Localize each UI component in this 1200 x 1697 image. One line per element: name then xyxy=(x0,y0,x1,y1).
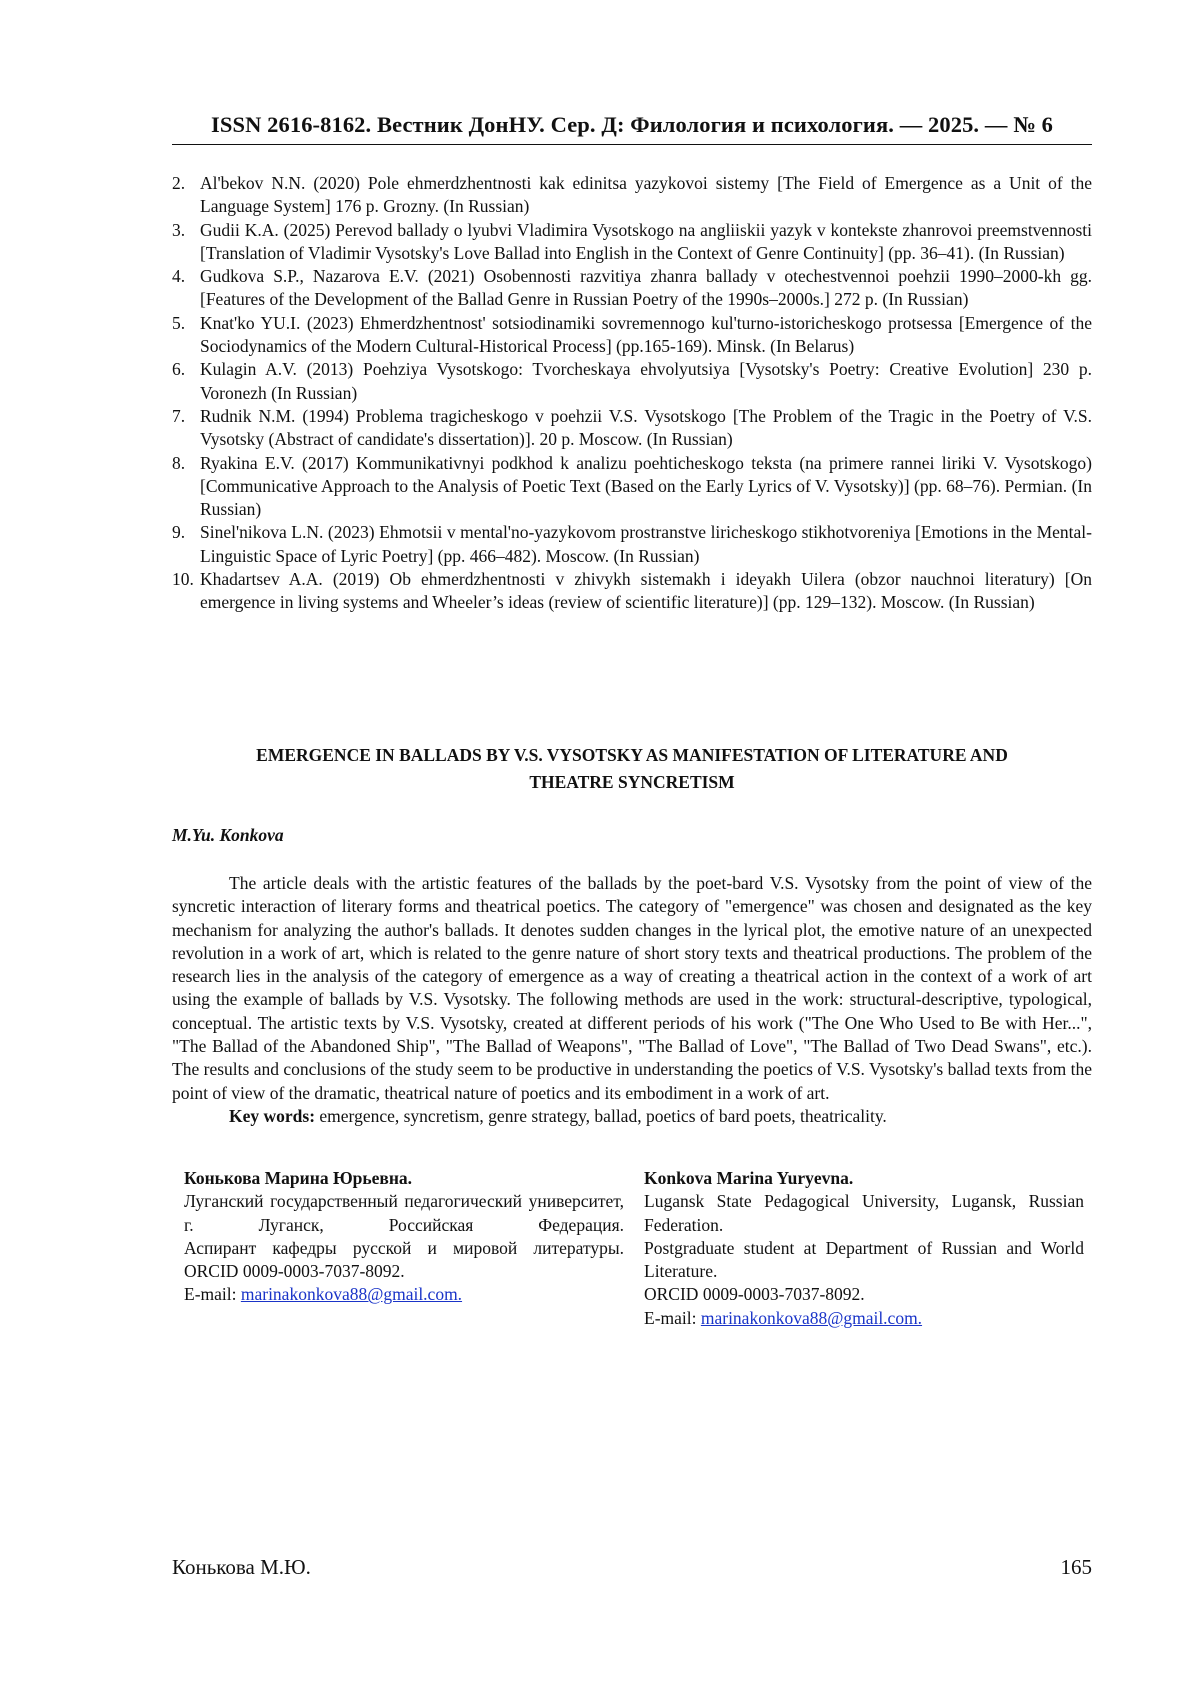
reference-text: Rudnik N.M. (1994) Problema tragicheskogo v poehzii V.S. Vysotskogo [The Problem of the Tragic in the Poetry of V.S. Vysotsky (Abstract of candidate's dissertation)]. 20 p. Moscow. (In Russian) xyxy=(200,405,1092,450)
author-info-russian xyxy=(184,1167,624,1307)
reference-item xyxy=(172,219,1092,266)
email-label: E-mail: xyxy=(184,1284,237,1305)
keywords-text: emergence, syncretism, genre strategy, ballad, poetics of bard poets, theatricality. xyxy=(319,1105,887,1126)
reference-number: 4. xyxy=(172,266,186,287)
reference-text: Khadartsev A.A. (2019) Ob ehmerdzhentnosti v zhivykh sistemakh i ideyakh Uilera (obzor nauchnoi literatury) [On emergence in living systems and Wheeler’s ideas (review of scientific literature)] (pp. 129–132). Moscow. (In Russian) xyxy=(200,569,1092,613)
author-affiliation-en: Lugansk State Pedagogical University, Lugansk, Russian Federation. xyxy=(644,1191,1084,1235)
reference-text: Knat'ko YU.I. (2023) Ehmerdzhentnost' sotsiodinamiki sovremennogo kul'turno-istoricheskogo protsessa [Emergence of the Sociodynamics of the Modern Cultural-Historical Process] (pp.165-169). Minsk. (In Belarus) xyxy=(200,312,1092,357)
page-footer xyxy=(172,1555,1092,1580)
running-header: ISSN 2616-8162. Вестник ДонНУ. Сер. Д: Филология и психология. — 2025. — № 6 xyxy=(210,112,1053,137)
reference-item xyxy=(172,358,1092,405)
reference-text: Sinel'nikova L.N. (2023) Ehmotsii v mental'no-yazykovom prostranstve liricheskogo stikhotvoreniya [Emotions in the Mental-Linguistic Space of Lyric Poetry] (pp. 466–482). Moscow. (In Russian) xyxy=(200,522,1092,566)
article-title xyxy=(172,742,1092,796)
keywords-label: Key words: xyxy=(229,1105,316,1126)
author-orcid-en: ORCID 0009-0003-7037-8092. xyxy=(644,1284,865,1305)
author-affiliation-ru: Луганский государственный педагогический университет, г. Луганск, Российская Федерация. xyxy=(184,1191,624,1235)
reference-text: Gudkova S.P., Nazarova E.V. (2021) Osobennosti razvitiya zhanra ballady v otechestvennoi poehzii 1990–2000-kh gg. [Features of the Development of the Ballad Genre in Russian Poetry of the 1990s–2000s.] 272 p. (In Russian) xyxy=(200,266,1092,310)
author-email-row-en xyxy=(644,1307,1084,1330)
email-link[interactable]: marinakonkova88@gmail.com. xyxy=(240,1284,463,1305)
reference-number: 5. xyxy=(172,312,186,333)
author-position-en: Postgraduate student at Department of Russian and World Literature. xyxy=(644,1237,1084,1282)
reference-number: 9. xyxy=(172,522,186,543)
reference-text: Al'bekov N.N. (2020) Pole ehmerdzhentnosti kak edinitsa yazykovoi sistemy [The Field of Emergence as a Unit of the Language System] 176 p. Grozny. (In Russian) xyxy=(200,173,1092,217)
reference-text: Gudii K.A. (2025) Perevod ballady o lyubvi Vladimira Vysotskogo na angliiskii yazyk v kontekste zhanrovoi preemstvennosti [Translation of Vladimir Vysotsky's Love Ballad into English in the Context of Genre Continuity] (pp. 36–41). (In Russian) xyxy=(200,219,1092,263)
abstract-text: The article deals with the artistic features of the ballads by the poet-bard V.S. Vysotsky from the point of view of the syncretic interaction of literary forms and theatrical poetics. The category of "emergence" was chosen and designated as the key mechanism for analyzing the author's ballads. It denotes sudden changes in the lyrical plot, the emotive nature of an unexpected revolution in a work of art, which is related to the genre nature of short story texts and theatrical productions. The problem of the research lies in the analysis of the category of emergence as a way of creating a theatrical action in the context of a work of art using the example of ballads by V.S. Vysotsky. The following methods are used in the work: structural-descriptive, typological, conceptual. The artistic texts by V.S. Vysotsky, created at different periods of his work ("The One Who Used to Be with Her...", "The Ballad of the Abandoned Ship", "The Ballad of Weapons", "The Ballad of Love", "The Ballad of Two Dead Swans", etc.). The results and conclusions of the study seem to be productive in understanding the poetics of V.S. Vysotsky's ballad texts from the point of view of the dramatic, theatrical nature of poetics and its embodiment in a work of art. xyxy=(172,873,1092,1103)
author-position-ru: Аспирант кафедры русской и мировой литературы. xyxy=(184,1237,624,1258)
header-rule xyxy=(172,144,1092,145)
article-title-line: EMERGENCE IN BALLADS BY V.S. VYSOTSKY AS MANIFESTATION OF LITERATURE AND xyxy=(256,745,1008,765)
abstract xyxy=(172,872,1092,1128)
article-title-line: THEATRE SYNCRETISM xyxy=(529,772,735,792)
email-label: E-mail: xyxy=(644,1307,697,1328)
reference-text: Ryakina E.V. (2017) Kommunikativnyi podkhod k analizu poehticheskogo teksta (na primere rannei liriki V. Vysotskogo) [Communicative Approach to the Analysis of Poetic Text (Based on the Early Lyrics of V. Vysotsky)] (pp. 68–76). Permian. (In Russian) xyxy=(200,452,1092,520)
reference-item xyxy=(172,452,1092,522)
reference-list xyxy=(172,172,1092,615)
reference-number: 8. xyxy=(172,452,186,473)
reference-number: 10. xyxy=(172,569,194,590)
reference-item xyxy=(172,568,1092,615)
author-name-ru: Конькова Марина Юрьевна. xyxy=(184,1168,413,1188)
reference-item xyxy=(172,172,1092,219)
reference-item xyxy=(172,312,1092,359)
author-info-english xyxy=(644,1167,1084,1330)
reference-number: 6. xyxy=(172,359,186,380)
author-email-row-ru xyxy=(184,1283,624,1306)
page-number: 165 xyxy=(1060,1555,1092,1579)
reference-item xyxy=(172,405,1092,452)
keywords xyxy=(172,1105,1092,1128)
email-link[interactable]: marinakonkova88@gmail.com. xyxy=(700,1307,923,1328)
reference-item xyxy=(172,521,1092,568)
article-author: M.Yu. Konkova xyxy=(172,825,284,845)
author-name-en: Konkova Marina Yuryevna. xyxy=(644,1168,854,1188)
author-orcid-ru: ORCID 0009-0003-7037-8092. xyxy=(184,1261,405,1282)
reference-item xyxy=(172,265,1092,312)
reference-number: 3. xyxy=(172,219,186,240)
footer-author: Конькова М.Ю. xyxy=(172,1555,311,1579)
reference-number: 7. xyxy=(172,405,186,426)
reference-text: Kulagin A.V. (2013) Poehziya Vysotskogo: Tvorcheskaya ehvolyutsiya [Vysotsky's Poetry: Creative Evolution] 230 p. Voronezh (In Russian) xyxy=(200,359,1092,403)
reference-number: 2. xyxy=(172,173,186,193)
